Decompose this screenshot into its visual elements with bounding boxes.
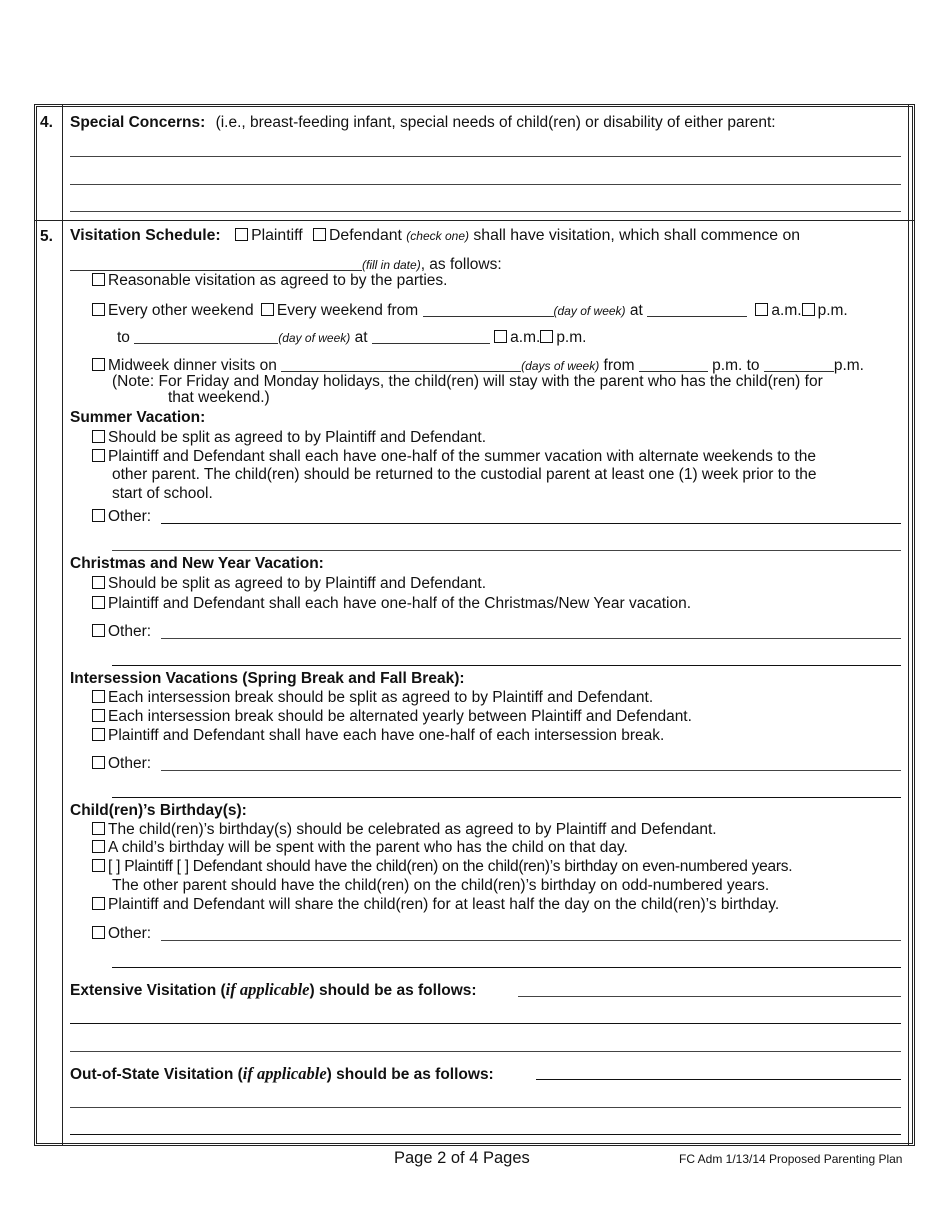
intersession-other-field[interactable]	[161, 770, 901, 771]
intersession-option-2	[92, 709, 692, 725]
defendant-checkbox[interactable]	[313, 228, 326, 241]
extensive-pre: Extensive Visitation (	[70, 982, 226, 999]
birthday-other-field[interactable]	[161, 940, 901, 941]
weekend-end-line	[117, 329, 586, 346]
extensive-visitation-label	[70, 981, 477, 999]
midweek-label: Midweek dinner visits on	[108, 357, 277, 374]
extensive-visitation-field-3[interactable]	[70, 1051, 901, 1052]
birthday-option-1	[92, 822, 717, 838]
summer-half-checkbox[interactable]	[92, 449, 105, 462]
christmas-other-label: Other:	[108, 623, 152, 640]
birthday-option-3-line-2: The other parent should have the child(ren) on the child(ren)’s birthday on odd-numbered years.	[112, 877, 770, 894]
summer-other-label: Other:	[108, 508, 152, 525]
birthday-agreed-label: The child(ren)’s birthday(s) should be celebrated as agreed to by Plaintiff and Defendant.	[108, 821, 717, 838]
summer-option-2	[92, 449, 816, 465]
outofstate-pre: Out-of-State Visitation (	[70, 1066, 243, 1083]
number-column-divider	[62, 104, 63, 1146]
intersession-alternate-checkbox[interactable]	[92, 709, 105, 722]
christmas-other-field-2[interactable]	[112, 665, 901, 666]
end-pm-checkbox[interactable]	[540, 330, 553, 343]
weekend-end-day-field[interactable]	[134, 329, 278, 344]
christmas-half-label: Plaintiff and Defendant shall each have one-half of the Christmas/New Year vacation.	[108, 595, 692, 612]
intersession-heading: Intersession Vacations (Spring Break and Fall Break):	[70, 670, 465, 687]
midweek-checkbox[interactable]	[92, 358, 105, 371]
birthday-parent-with-child-checkbox[interactable]	[92, 840, 105, 853]
extensive-visitation-field[interactable]	[518, 996, 901, 997]
at-label: at	[629, 302, 643, 319]
check-one-hint: (check one)	[406, 229, 469, 243]
birthday-option-2	[92, 840, 628, 856]
extensive-if-applicable: if applicable	[225, 980, 310, 999]
start-am-checkbox[interactable]	[755, 303, 768, 316]
summer-other-option	[92, 509, 151, 525]
reasonable-visitation-checkbox[interactable]	[92, 273, 105, 286]
special-concerns-line-1[interactable]	[70, 156, 901, 157]
midweek-days-field[interactable]	[281, 357, 521, 372]
christmas-other-field[interactable]	[161, 638, 901, 639]
birthday-share-checkbox[interactable]	[92, 897, 105, 910]
summer-other-checkbox[interactable]	[92, 509, 105, 522]
intersession-split-checkbox[interactable]	[92, 690, 105, 703]
christmas-split-checkbox[interactable]	[92, 576, 105, 589]
reasonable-visitation-label: Reasonable visitation as agreed to by the parties.	[108, 272, 448, 289]
day-of-week-hint: (day of week)	[553, 304, 626, 318]
weekend-option-line	[92, 302, 848, 319]
summer-other-field[interactable]	[161, 523, 901, 524]
summer-option-1	[92, 430, 486, 446]
out-of-state-visitation-field-3[interactable]	[70, 1134, 901, 1135]
birthday-other-checkbox[interactable]	[92, 926, 105, 939]
intersession-other-option	[92, 756, 151, 772]
christmas-option-2	[92, 596, 691, 612]
page-number: Page 2 of 4 Pages	[394, 1149, 530, 1167]
out-of-state-visitation-field[interactable]	[536, 1079, 901, 1080]
christmas-split-label: Should be split as agreed to by Plaintiff and Defendant.	[108, 575, 487, 592]
intersession-half-checkbox[interactable]	[92, 728, 105, 741]
form-identifier: FC Adm 1/13/14 Proposed Parenting Plan	[679, 1152, 903, 1166]
special-concerns-line-3[interactable]	[70, 211, 901, 212]
christmas-option-1	[92, 576, 486, 592]
special-concerns-line-2[interactable]	[70, 184, 901, 185]
birthday-agreed-checkbox[interactable]	[92, 822, 105, 835]
fill-in-date-hint: (fill in date)	[362, 258, 421, 272]
special-concerns-heading: Special Concerns:	[70, 114, 206, 131]
visitation-schedule-heading: Visitation Schedule:	[70, 227, 221, 244]
birthday-option-3	[92, 859, 792, 875]
holiday-note-line-2: that weekend.)	[168, 389, 270, 406]
every-other-weekend-label: Every other weekend	[108, 302, 254, 319]
summer-half-label: Plaintiff and Defendant shall each have one-half of the summer vacation with alternate weekends to the	[108, 448, 816, 465]
midweek-from-time-field[interactable]	[639, 357, 708, 372]
am-label: a.m.	[771, 302, 802, 319]
plaintiff-checkbox[interactable]	[235, 228, 248, 241]
out-of-state-visitation-field-2[interactable]	[70, 1107, 901, 1108]
outofstate-post: ) should be as follows:	[326, 1066, 494, 1083]
right-inner-border	[908, 104, 909, 1146]
pm-label: p.m.	[817, 302, 848, 319]
birthday-heading: Child(ren)’s Birthday(s):	[70, 802, 247, 819]
defendant-label: Defendant	[329, 227, 402, 244]
pm-label: p.m.	[556, 329, 587, 346]
intersession-alternate-label: Each intersession break should be alternated yearly between Plaintiff and Defendant.	[108, 708, 692, 725]
weekend-start-time-field[interactable]	[647, 302, 747, 317]
summer-vacation-heading: Summer Vacation:	[70, 409, 206, 426]
intersession-option-3	[92, 728, 664, 744]
midweek-to-time-field[interactable]	[764, 357, 834, 372]
pm-label: p.m.	[833, 357, 864, 374]
birthday-other-option	[92, 926, 151, 942]
special-concerns-description: (i.e., breast-feeding infant, special needs of child(ren) or disability of either parent:	[215, 114, 776, 131]
as-follows-text: , as follows:	[420, 256, 502, 273]
end-am-checkbox[interactable]	[494, 330, 507, 343]
birthday-option-4	[92, 897, 779, 913]
commence-text: shall have visitation, which shall commence on	[473, 227, 801, 244]
outofstate-if-applicable: if applicable	[242, 1064, 327, 1083]
am-label: a.m.	[510, 329, 541, 346]
section-4-number: 4.	[40, 114, 53, 131]
visitation-schedule-line	[70, 228, 800, 245]
day-of-week-hint: (day of week)	[278, 331, 351, 345]
reasonable-visitation-option	[92, 273, 448, 289]
extensive-post: ) should be as follows:	[309, 982, 477, 999]
birthday-even-years-checkbox[interactable]	[92, 859, 105, 872]
out-of-state-visitation-label	[70, 1065, 494, 1083]
birthday-even-years-label: [ ] Plaintiff [ ] Defendant should have the child(ren) on the child(ren)’s birthday on even-numbered years.	[108, 858, 793, 875]
birthday-parent-with-child-label: A child’s birthday will be spent with the parent who has the child on that day.	[108, 839, 628, 856]
summer-split-checkbox[interactable]	[92, 430, 105, 443]
extensive-visitation-field-2[interactable]	[70, 1023, 901, 1024]
holiday-note-line-1: (Note: For Friday and Monday holidays, the child(ren) will stay with the parent who has the child(ren) for	[112, 373, 823, 390]
intersession-split-label: Each intersession break should be split as agreed to by Plaintiff and Defendant.	[108, 689, 654, 706]
from-label: from	[603, 357, 635, 374]
start-pm-checkbox[interactable]	[802, 303, 815, 316]
at-label: at	[354, 329, 368, 346]
birthday-other-field-2[interactable]	[112, 967, 901, 968]
birthday-share-label: Plaintiff and Defendant will share the child(ren) for at least half the day on the child(ren)’s birthday.	[108, 896, 780, 913]
summer-option-2-line-2: other parent. The child(ren) should be returned to the custodial parent at least one (1) week prior to the	[112, 466, 817, 483]
section-divider	[34, 220, 915, 221]
section-5-number: 5.	[40, 228, 53, 245]
intersession-option-1	[92, 690, 653, 706]
christmas-other-checkbox[interactable]	[92, 624, 105, 637]
intersession-other-label: Other:	[108, 755, 152, 772]
commence-date-field[interactable]	[70, 256, 362, 271]
summer-split-label: Should be split as agreed to by Plaintiff and Defendant.	[108, 429, 487, 446]
birthday-other-label: Other:	[108, 925, 152, 942]
intersession-half-label: Plaintiff and Defendant shall have each have one-half of each intersession break.	[108, 727, 665, 744]
christmas-other-option	[92, 624, 151, 640]
pm-to-label: p.m. to	[712, 357, 760, 374]
intersession-other-checkbox[interactable]	[92, 756, 105, 769]
days-of-week-hint: (days of week)	[521, 359, 600, 373]
summer-other-field-2[interactable]	[112, 550, 901, 551]
to-label: to	[117, 329, 130, 346]
intersession-other-field-2[interactable]	[112, 797, 901, 798]
plaintiff-label: Plaintiff	[251, 227, 303, 244]
christmas-heading: Christmas and New Year Vacation:	[70, 555, 324, 572]
every-weekend-label: Every weekend from	[276, 302, 419, 319]
weekend-end-time-field[interactable]	[372, 329, 490, 344]
every-other-weekend-checkbox[interactable]	[92, 303, 105, 316]
section-4-title	[70, 115, 776, 131]
every-weekend-checkbox[interactable]	[261, 303, 274, 316]
weekend-start-day-field[interactable]	[423, 302, 554, 317]
summer-option-2-line-3: start of school.	[112, 485, 213, 502]
commence-date-line	[70, 256, 502, 273]
christmas-half-checkbox[interactable]	[92, 596, 105, 609]
midweek-option-line	[92, 357, 864, 374]
